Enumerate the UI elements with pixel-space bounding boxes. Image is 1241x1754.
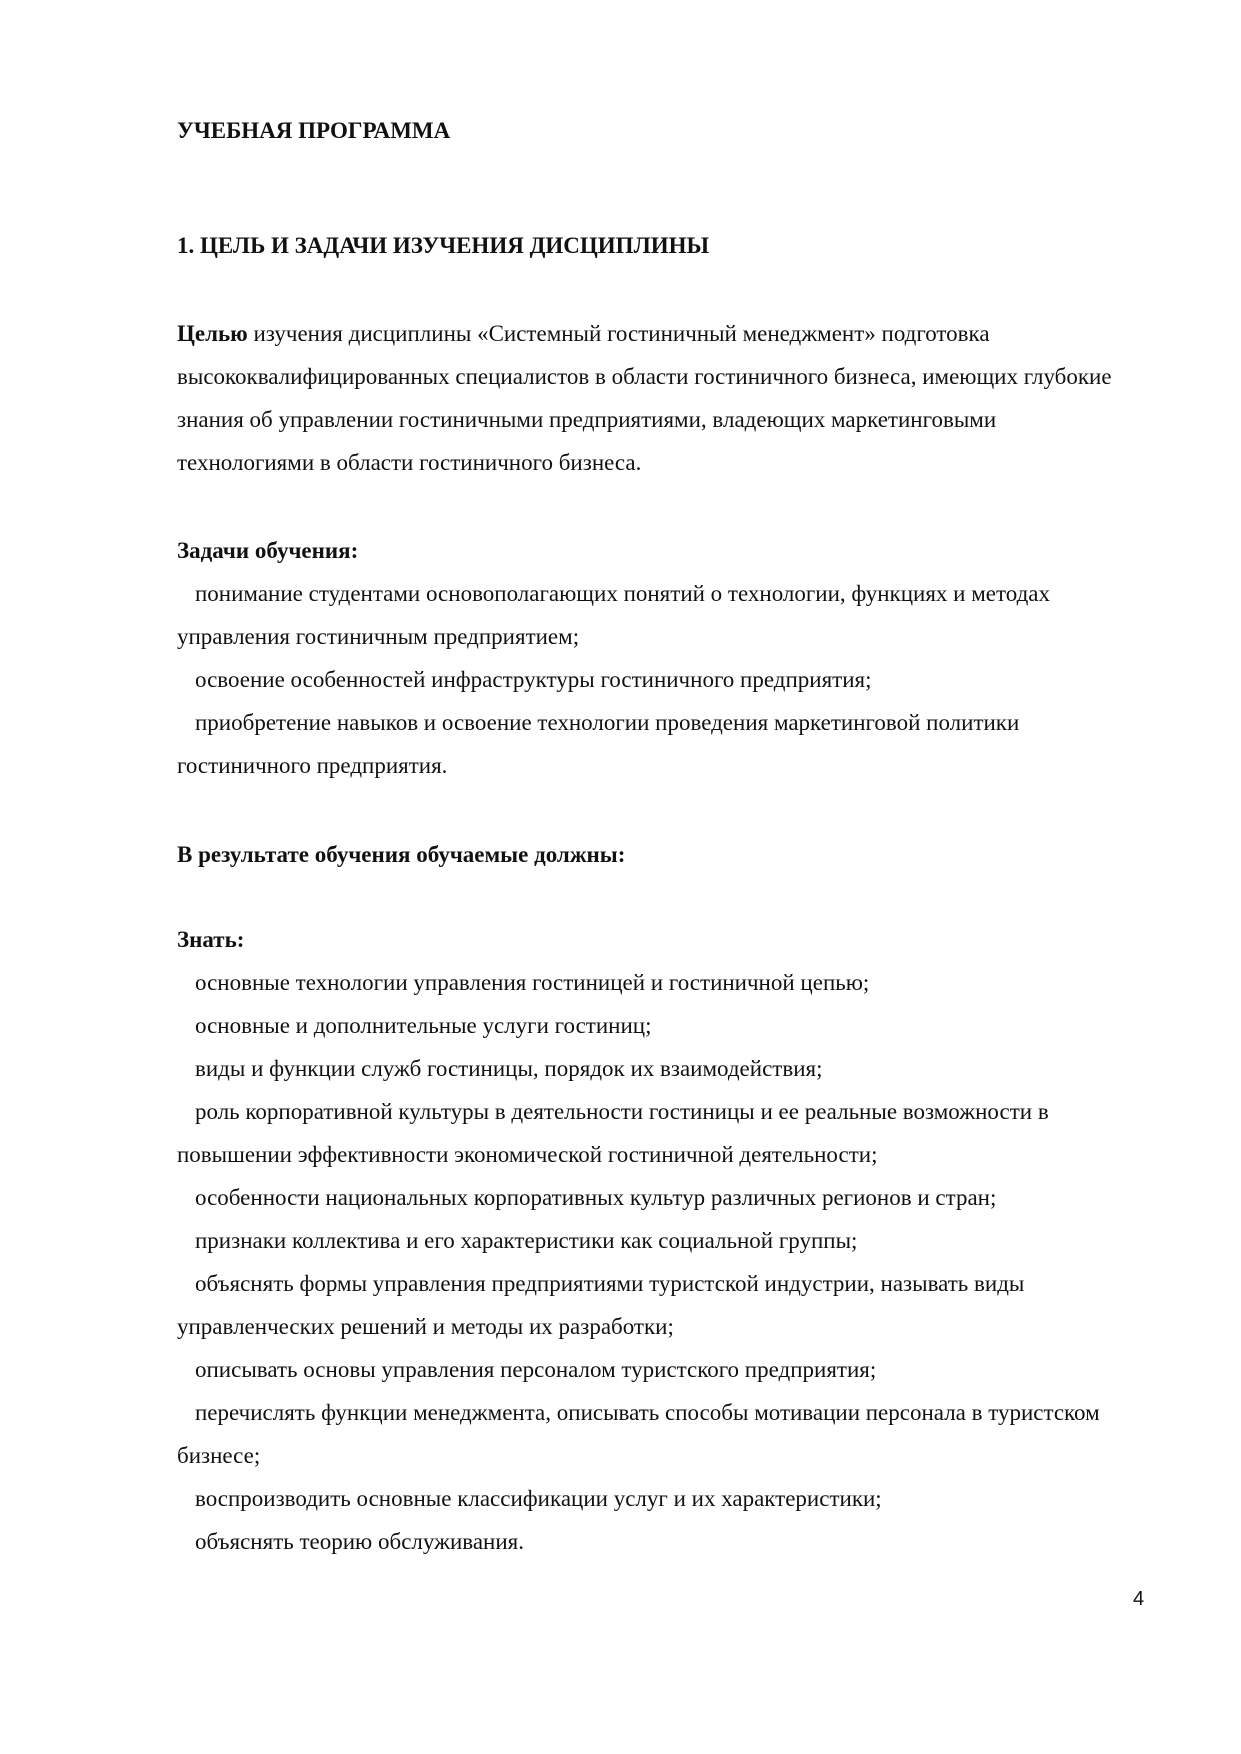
- know-item: воспроизводить основные классификации услуг и их характеристики;: [195, 1486, 882, 1511]
- tasks-item: освоение особенностей инфраструктуры гостиничного предприятия;: [195, 667, 872, 692]
- know-item: объяснять теорию обслуживания.: [195, 1529, 524, 1554]
- document-title: УЧЕБНАЯ ПРОГРАММА: [177, 118, 451, 143]
- page-number: 4: [1133, 1588, 1145, 1610]
- tasks-heading: Задачи обучения:: [177, 538, 359, 563]
- know-item: основные и дополнительные услуги гостиниц;: [195, 1013, 652, 1038]
- know-section: [177, 918, 1137, 1563]
- know-item: основные технологии управления гостиницей и гостиничной цепью;: [195, 970, 870, 995]
- know-item: объяснять формы управления предприятиями туристской индустрии, называть виды управленческих решений и методы их разработки;: [177, 1271, 1025, 1339]
- goal-text: изучения дисциплины «Системный гостиничный менеджмент» подготовка высококвалифицированных специалистов в области гостиничного бизнеса, имеющих глубокие знания об управлении гостиничными предприятиями, владеющих маркетинговыми технологиями в области гостиничного бизнеса.: [177, 321, 1112, 475]
- goal-paragraph: [177, 312, 1137, 484]
- know-item: особенности национальных корпоративных культур различных регионов и стран;: [195, 1185, 997, 1210]
- tasks-item: приобретение навыков и освоение технологии проведения маркетинговой политики гостиничного предприятия.: [177, 710, 1020, 778]
- know-item: признаки коллектива и его характеристики как социальной группы;: [195, 1228, 858, 1253]
- know-item: виды и функции служб гостиницы, порядок их взаимодействия;: [195, 1056, 823, 1081]
- tasks-item: понимание студентами основополагающих понятий о технологии, функциях и методах управления гостиничным предприятием;: [177, 581, 1050, 649]
- goal-lead: Целью: [177, 321, 248, 346]
- know-item: перечислять функции менеджмента, описывать способы мотивации персонала в туристском бизнесе;: [177, 1400, 1100, 1468]
- tasks-section: [177, 529, 1137, 787]
- know-item: роль корпоративной культуры в деятельности гостиницы и ее реальные возможности в повышении эффективности экономической гостиничной деятельности;: [177, 1099, 1049, 1167]
- know-heading: Знать:: [177, 927, 245, 952]
- section-heading: 1. ЦЕЛЬ И ЗАДАЧИ ИЗУЧЕНИЯ ДИСЦИПЛИНЫ: [177, 233, 710, 258]
- know-item: описывать основы управления персоналом туристского предприятия;: [195, 1357, 877, 1382]
- result-heading: В результате обучения обучаемые должны:: [177, 842, 626, 867]
